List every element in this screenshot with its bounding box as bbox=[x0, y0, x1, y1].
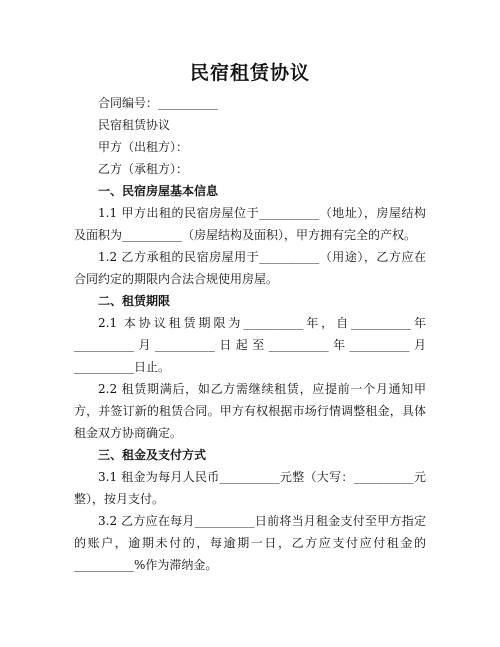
clause-3-1: 3.1 租金为每月人民币__________元整（大写：__________元整），按月支付。 bbox=[74, 470, 426, 506]
document-subtitle: 民宿租赁协议 bbox=[98, 118, 171, 132]
clause-1-2: 1.2 乙方承租的民宿房屋用于__________（用途），乙方应在合同约定的期限内合法合规使用房屋。 bbox=[74, 250, 426, 286]
section-heading-3: 三、租金及支付方式 bbox=[98, 448, 207, 462]
document-title: 民宿租赁协议 bbox=[189, 62, 310, 84]
clause-2-2: 2.2 租赁期满后，如乙方需继续租赁，应提前一个月通知甲方，并签订新的租赁合同。甲方有权根据市场行情调整租金，具体租金双方协商确定。 bbox=[74, 382, 426, 440]
section-heading-2: 二、租赁期限 bbox=[98, 294, 171, 308]
contract-number: 合同编号：__________ bbox=[98, 96, 219, 110]
clause-1-1: 1.1 甲方出租的民宿房屋位于__________（地址），房屋结构及面积为__________（房屋结构及面积），甲方拥有完全的产权。 bbox=[74, 206, 426, 242]
document-body bbox=[74, 92, 426, 576]
section-heading-1: 一、民宿房屋基本信息 bbox=[98, 184, 219, 198]
party-b-label: 乙方（承租方）： bbox=[98, 162, 189, 176]
clause-2-1: 2.1 本协议租赁期限为__________年，自__________年__________月__________日起至__________年__________月__________日止。 bbox=[74, 316, 426, 374]
clause-3-2: 3.2 乙方应在每月__________日前将当月租金支付至甲方指定的账户，逾期未付的，每逾期一日，乙方应支付应付租金的__________%作为滞纳金。 bbox=[74, 514, 426, 572]
party-a-label: 甲方（出租方）： bbox=[98, 140, 189, 154]
